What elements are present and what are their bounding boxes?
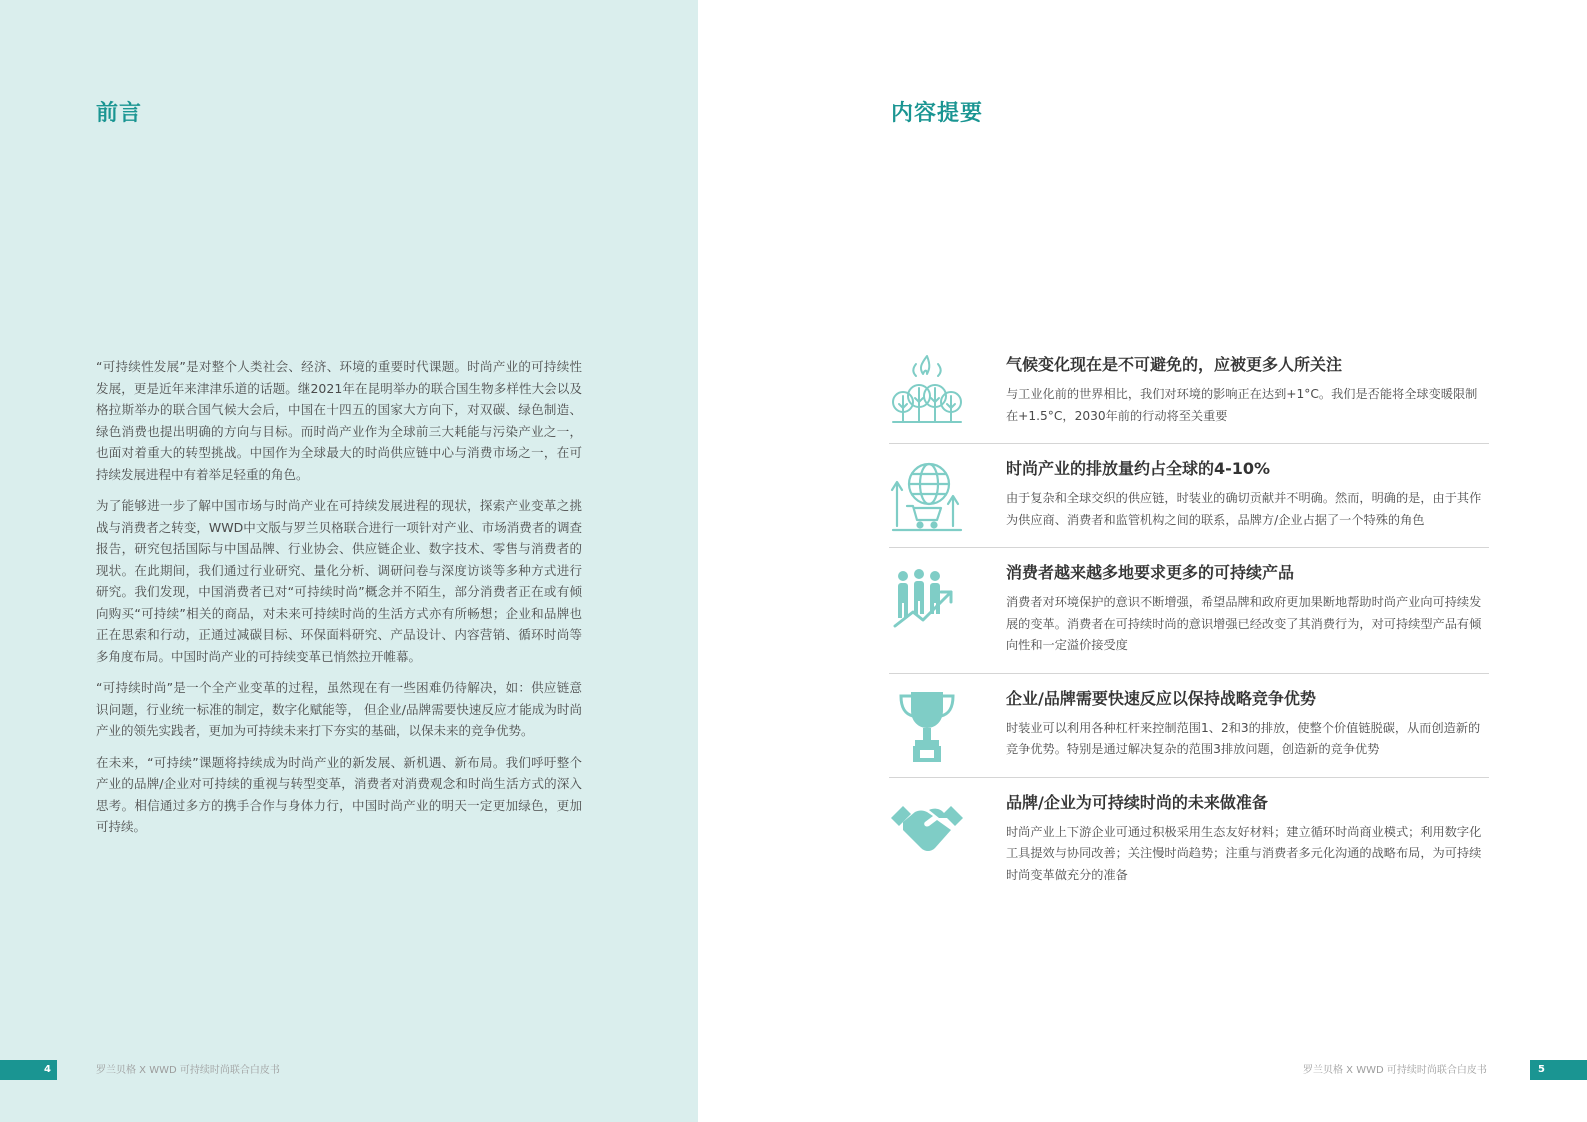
summary-item-text: 时装业可以利用各种杠杆来控制范围1、2和3的排放，使整个价值链脱碳，从而创造新的竞争优势。特别是通过解决复杂的范围3排放问题，创造新的竞争优势: [1006, 720, 1481, 756]
forest-fire-icon: [889, 350, 965, 434]
preface-paragraph: “可持续时尚”是一个全产业变革的过程，虽然现在有一些困难仍待解决，如：供应链意识问题，行业统一标准的制定，数字化赋能等， 但企业/品牌需要快速反应才能成为时尚产业的领先实践者，更加为可持续未来打下夯实的基础，以保未来的竞争优势。: [96, 680, 582, 738]
summary-item-title: 气候变化现在是不可避免的，应被更多人所关注: [1006, 355, 1343, 374]
page-number: 4: [0, 1060, 57, 1080]
preface-body: [96, 356, 582, 848]
summary-item-title: 消费者越来越多地要求更多的可持续产品: [1006, 563, 1295, 582]
summary-item-text: 与工业化前的世界相比，我们对环境的影响正在达到+1°C。我们是否能将全球变暖限制在+1.5°C，2030年前的行动将至关重要: [1006, 387, 1478, 423]
summary-list: [889, 340, 1489, 902]
footer-title: 罗兰贝格 X WWD 可持续时尚联合白皮书: [1303, 1065, 1487, 1076]
summary-item-title: 品牌/企业为可持续时尚的未来做准备: [1006, 792, 1268, 812]
people-growth-icon: [889, 558, 965, 642]
page-title-preface: 前言: [96, 101, 143, 126]
left-page: [0, 0, 698, 1122]
summary-item-title: 企业/品牌需要快速反应以保持战略竞争优势: [1006, 688, 1316, 708]
page-number: 5: [1530, 1060, 1587, 1080]
summary-item: [889, 674, 1489, 778]
globe-cart-icon: [889, 454, 965, 538]
page-title-summary: 内容提要: [891, 101, 984, 126]
footer-title: 罗兰贝格 X WWD 可持续时尚联合白皮书: [96, 1065, 280, 1076]
preface-paragraph: 为了能够进一步了解中国市场与时尚产业在可持续发展进程的现状，探索产业变革之挑战与消费者之转变，WWD中文版与罗兰贝格联合进行一项针对产业、市场消费者的调查报告，研究包括国际与中国品牌、行业协会、供应链企业、数字技术、零售与消费者的现状。在此期间，我们通过行业研究、量化分析、调研问卷与深度访谈等多种方式进行研究。我们发现，中国消费者已对“可持续时尚”概念并不陌生，部分消费者正在或有倾向购买“可持续”相关的商品，对未来可持续时尚的生活方式亦有所畅想；企业和品牌也正在思索和行动，正通过减碳目标、环保面料研究、产品设计、内容营销、循环时尚等多角度布局。中国时尚产业的可持续变革已悄然拉开帷幕。: [96, 498, 582, 664]
summary-item-text: 时尚产业上下游企业可通过积极采用生态友好材料；建立循环时尚商业模式；利用数字化工具提效与协同改善；关注慢时尚趋势；注重与消费者多元化沟通的战略布局，为可持续时尚变革做充分的准备: [1006, 824, 1482, 882]
trophy-icon: [889, 684, 965, 768]
summary-item: [889, 548, 1489, 674]
handshake-icon: [889, 788, 965, 872]
preface-paragraph: “可持续性发展”是对整个人类社会、经济、环境的重要时代课题。时尚产业的可持续性发展，更是近年来津津乐道的话题。继2021年在昆明举办的联合国生物多样性大会以及格拉斯举办的联合国气候大会后，中国在十四五的国家大方向下，对双碳、绿色制造、绿色消费也提出明确的方向与目标。而时尚产业作为全球前三大耗能与污染产业之一，也面对着重大的转型挑战。中国作为全球最大的时尚供应链中心与消费市场之一，在可持续发展进程中有着举足轻重的角色。: [96, 359, 582, 482]
summary-item: [889, 340, 1489, 444]
summary-item-text: 消费者对环境保护的意识不断增强，希望品牌和政府更加果断地帮助时尚产业向可持续发展的变革。消费者在可持续时尚的意识增强已经改变了其消费行为，对可持续型产品有倾向性和一定溢价接受度: [1006, 595, 1482, 652]
summary-item: [889, 778, 1489, 903]
summary-item-title: 时尚产业的排放量约占全球的4-10%: [1006, 459, 1271, 478]
summary-item-text: 由于复杂和全球交织的供应链，时装业的确切贡献并不明确。然而，明确的是，由于其作为供应商、消费者和监管机构之间的联系，品牌方/企业占据了一个特殊的角色: [1006, 491, 1482, 527]
preface-paragraph: 在未来，“可持续”课题将持续成为时尚产业的新发展、新机遇、新布局。我们呼吁整个产业的品牌/企业对可持续的重视与转型变革，消费者对消费观念和时尚生活方式的深入思考。相信通过多方的携手合作与身体力行，中国时尚产业的明天一定更加绿色，更加可持续。: [96, 754, 582, 834]
summary-item: [889, 444, 1489, 548]
